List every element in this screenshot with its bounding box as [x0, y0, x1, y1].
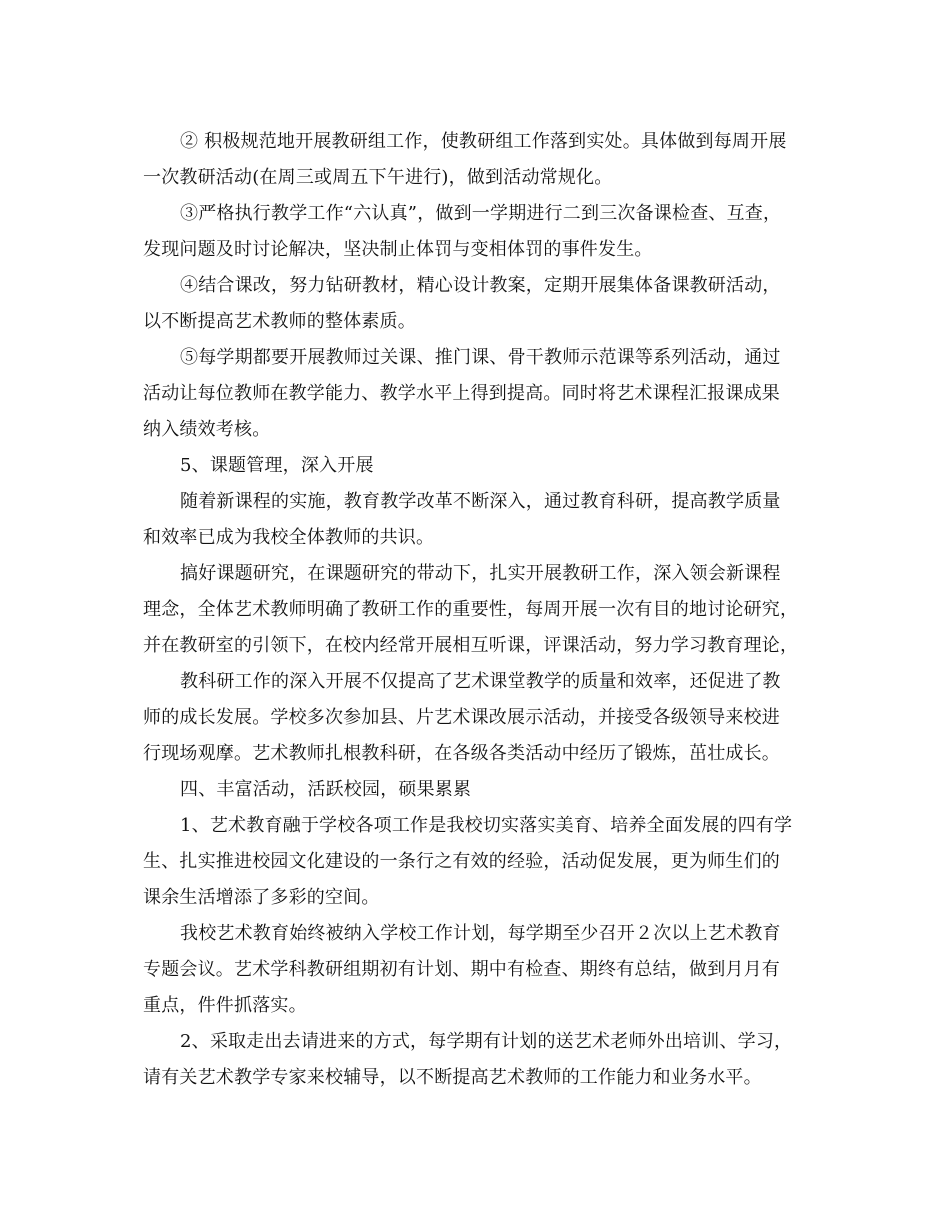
text-line: 随着新课程的实施，教育教学改革不断深入，通过教育科研，提高教学质量 — [180, 491, 781, 512]
text-line: 教科研工作的深入开展不仅提高了艺术课堂教学的质量和效率，还促进了教 — [180, 671, 781, 692]
text-line: 行现场观摩。艺术教师扎根教科研，在各级各类活动中经历了锻炼，茁壮成长。 — [143, 743, 780, 764]
section-heading: 四、丰富活动，活跃校园，硕果累累 — [180, 779, 472, 800]
text-line: 专题会议。艺术学科教研组期初有计划、期中有检查、期终有总结，做到月月有 — [143, 959, 780, 980]
text-line: ③严格执行教学工作“六认真”，做到一学期进行二到三次备课检查、互查， — [180, 203, 782, 224]
text-line: 纳入绩效考核。 — [143, 419, 271, 440]
text-line: 请有关艺术教学专家来校辅导，以不断提高艺术教师的工作能力和业务水平。 — [143, 1067, 762, 1088]
text-line: 发现问题及时讨论解决，坚决制止体罚与变相体罚的事件发生。 — [143, 239, 653, 260]
text-line: 理念，全体艺术教师明确了教研工作的重要性，每周开展一次有目的地讨论研究， — [143, 599, 799, 620]
text-line: 搞好课题研究，在课题研究的带动下，扎实开展教研工作，深入领会新课程 — [180, 563, 781, 584]
text-line: 一次教研活动(在周三或周五下午进行)，做到活动常规化。 — [143, 167, 613, 188]
text-line: 我校艺术教育始终被纳入学校工作计划，每学期至少召开２次以上艺术教育 — [180, 923, 781, 944]
text-line: 活动让每位教师在教学能力、教学水平上得到提高。同时将艺术课程汇报课成果 — [143, 383, 780, 404]
text-line: 和效率已成为我校全体教师的共识。 — [143, 527, 435, 548]
text-line: 课余生活增添了多彩的空间。 — [143, 887, 380, 908]
text-line: 并在教研室的引领下，在校内经常开展相互听课，评课活动，努力学习教育理论， — [143, 635, 799, 656]
section-heading: 5、课题管理，深入开展 — [180, 455, 374, 476]
text-line: ④结合课改，努力钻研教材，精心设计教案，定期开展集体备课教研活动， — [180, 275, 781, 296]
text-line: 师的成长发展。学校多次参加县、片艺术课改展示活动，并接受各级领导来校进 — [143, 707, 780, 728]
document-body — [143, 124, 808, 1096]
text-line: 2、采取走出去请进来的方式，每学期有计划的送艺术老师外出培训、学习， — [180, 1031, 793, 1052]
text-line: ⑤每学期都要开展教师过关课、推门课、骨干教师示范课等系列活动，通过 — [180, 347, 781, 368]
text-line: 重点，件件抓落实。 — [143, 995, 307, 1016]
text-line: 1、艺术教育融于学校各项工作是我校切实落实美育、培养全面发展的四有学 — [180, 815, 793, 836]
text-line: 生、扎实推进校园文化建设的一条行之有效的经验，活动促发展，更为师生们的 — [143, 851, 780, 872]
text-line: ② 积极规范地开展教研组工作，使教研组工作落到实处。具体做到每周开展 — [180, 131, 787, 152]
text-line: 以不断提高艺术教师的整体素质。 — [143, 311, 416, 332]
